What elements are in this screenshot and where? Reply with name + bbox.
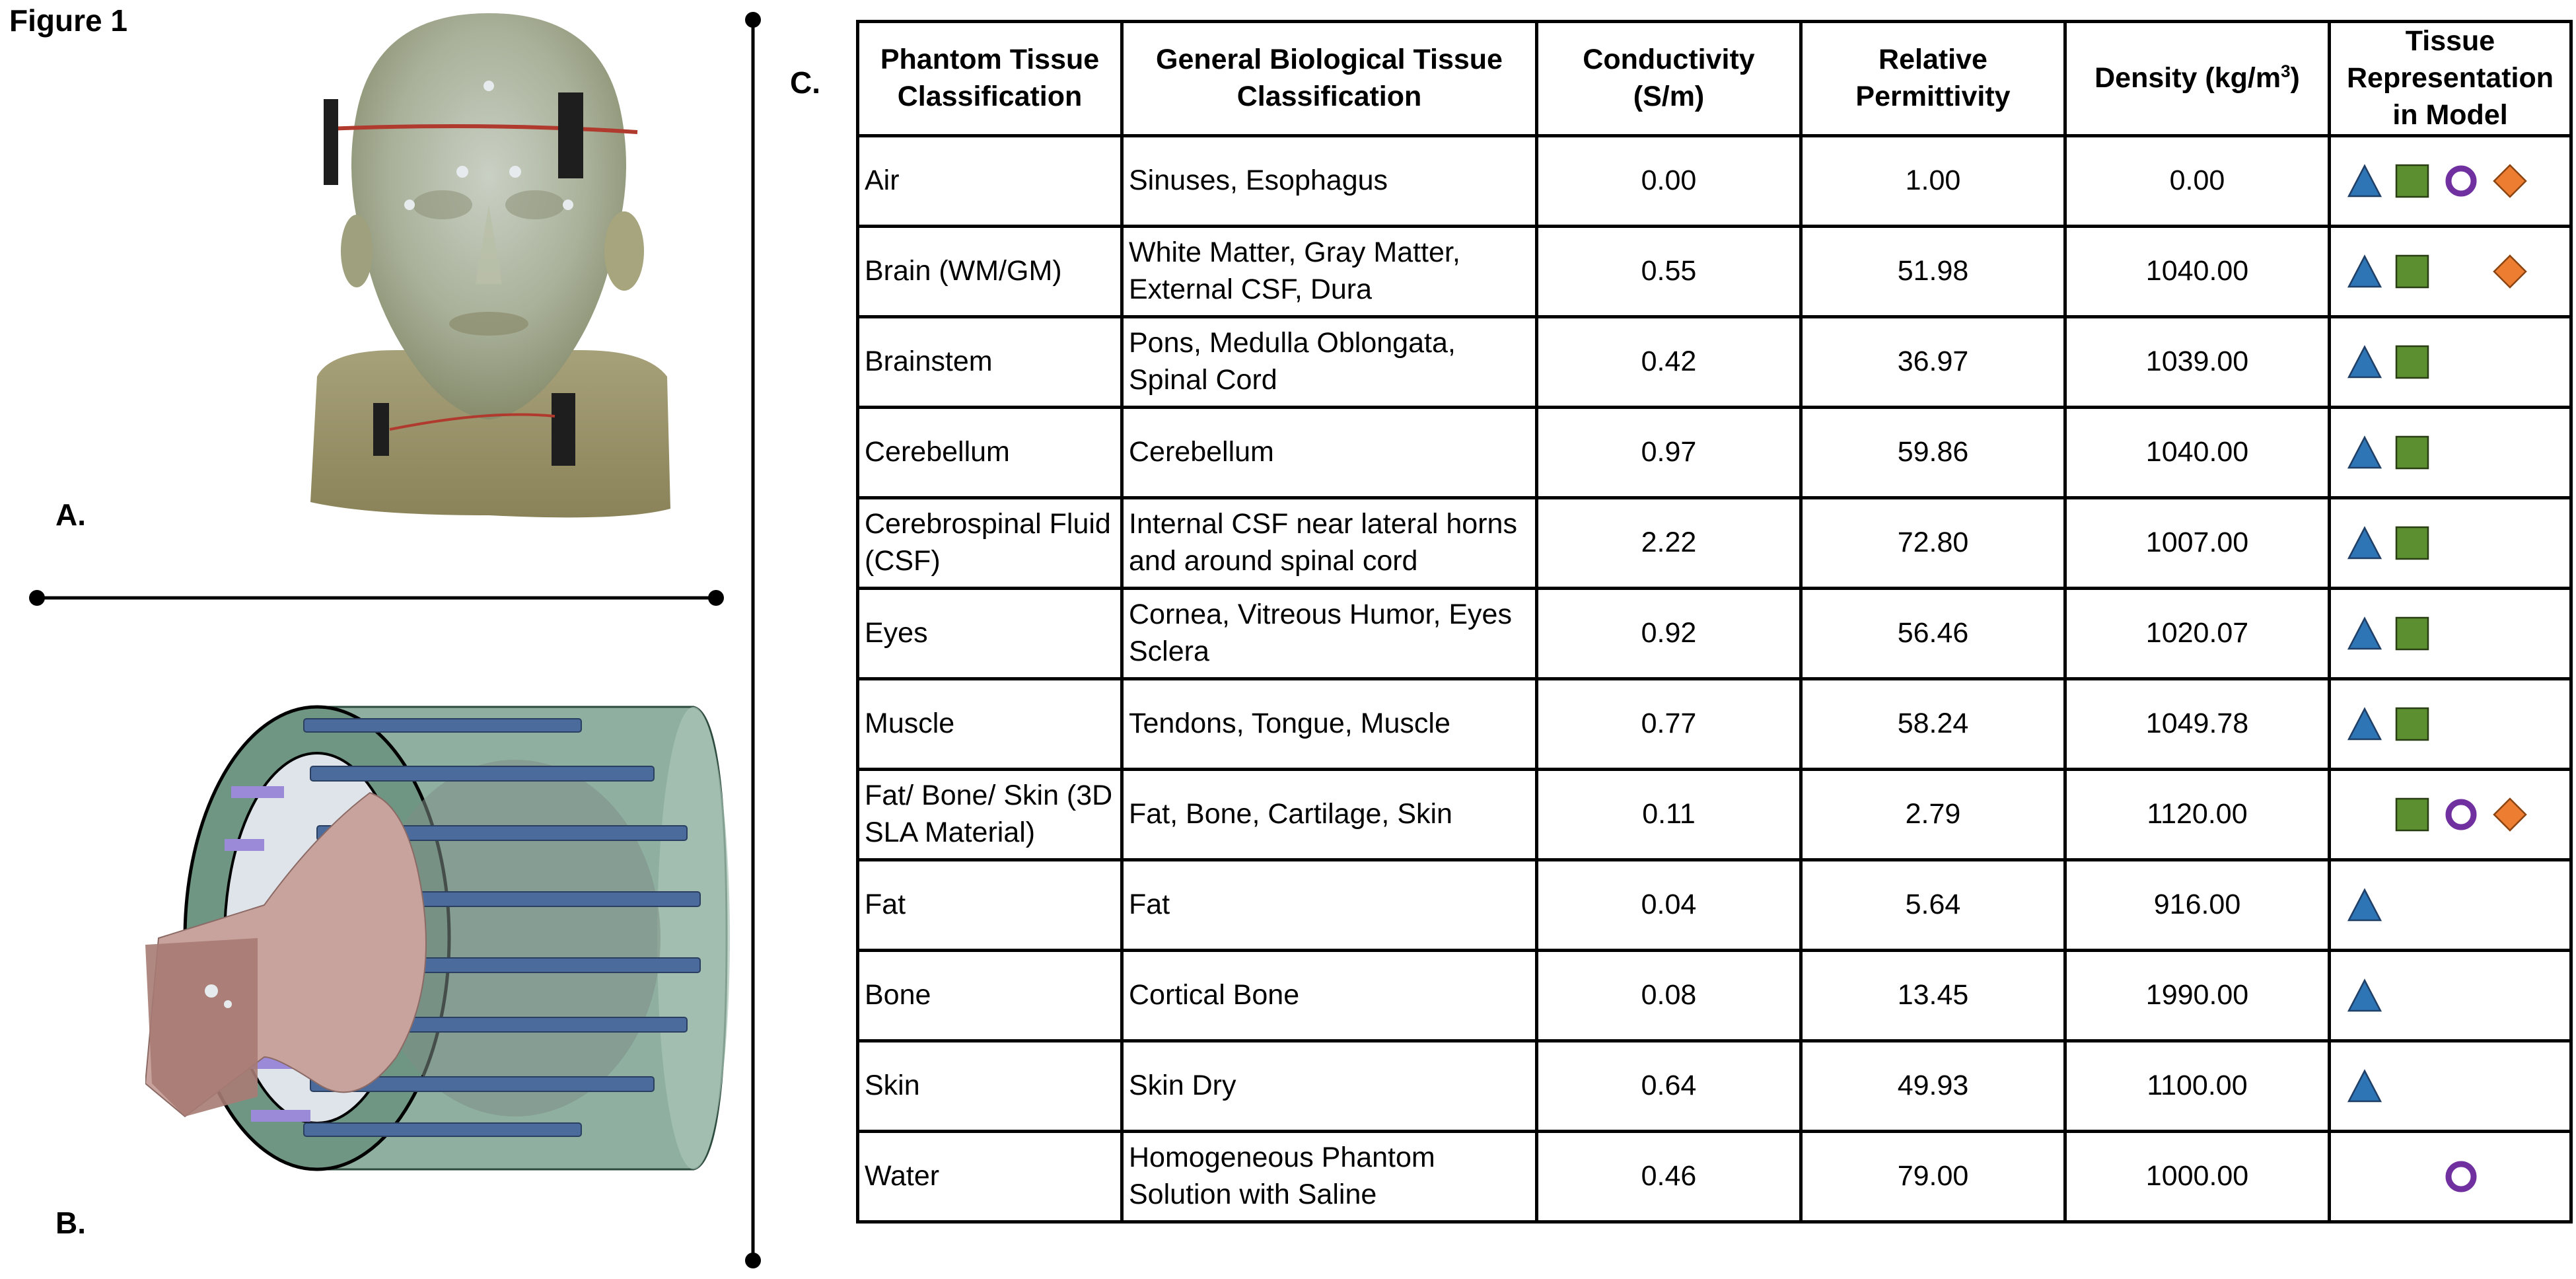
square-symbol-icon: [2394, 344, 2430, 380]
head-phantom-photo: [291, 7, 687, 522]
cell-phantom: Bone: [858, 950, 1122, 1041]
cell-conductivity: 0.11: [1537, 769, 1801, 859]
cell-permittivity: 13.45: [1801, 950, 2065, 1041]
cell-general: Cerebellum: [1122, 407, 1537, 497]
cell-conductivity: 0.77: [1537, 678, 1801, 769]
cell-conductivity: 0.42: [1537, 316, 1801, 407]
table-row: [858, 678, 2571, 769]
cell-phantom: Cerebrospinal Fluid (CSF): [858, 497, 1122, 588]
table-row: [858, 407, 2571, 497]
cell-conductivity: 2.22: [1537, 497, 1801, 588]
cell-conductivity: 0.64: [1537, 1041, 1801, 1131]
cell-density: 916.00: [2065, 859, 2330, 950]
triangle-symbol-icon: [2347, 978, 2382, 1013]
cell-density: 1990.00: [2065, 950, 2330, 1041]
cell-density: 1020.07: [2065, 588, 2330, 678]
cell-conductivity: 0.00: [1537, 135, 1801, 226]
cell-general: Cortical Bone: [1122, 950, 1537, 1041]
cell-general: Sinuses, Esophagus: [1122, 135, 1537, 226]
header-phantom: Phantom Tissue Classification: [858, 22, 1122, 136]
cell-phantom: Eyes: [858, 588, 1122, 678]
figure-title: Figure 1: [9, 3, 127, 38]
cell-density: 1100.00: [2065, 1041, 2330, 1131]
cell-representation: [2330, 226, 2571, 316]
header-general: General Biological Tissue Classification: [1122, 22, 1537, 136]
square-symbol-icon: [2394, 616, 2430, 651]
triangle-symbol-icon: [2347, 706, 2382, 742]
cell-phantom: Muscle: [858, 678, 1122, 769]
header-density-exp: 3: [2281, 61, 2291, 81]
cell-representation: [2330, 1131, 2571, 1222]
cell-representation: [2330, 1041, 2571, 1131]
cell-conductivity: 0.97: [1537, 407, 1801, 497]
cell-density: 1039.00: [2065, 316, 2330, 407]
cell-density: 1049.78: [2065, 678, 2330, 769]
cell-phantom: Fat/ Bone/ Skin (3D SLA Material): [858, 769, 1122, 859]
table-row: [858, 588, 2571, 678]
table-row: [858, 859, 2571, 950]
table-row: [858, 769, 2571, 859]
cell-permittivity: 56.46: [1801, 588, 2065, 678]
cell-representation: [2330, 588, 2571, 678]
cell-permittivity: 51.98: [1801, 226, 2065, 316]
cell-density: 1040.00: [2065, 407, 2330, 497]
triangle-symbol-icon: [2347, 163, 2382, 199]
diamond-symbol-icon: [2492, 163, 2528, 199]
cell-representation: [2330, 407, 2571, 497]
cell-representation: [2330, 135, 2571, 226]
triangle-symbol-icon: [2347, 525, 2382, 561]
cell-density: 1040.00: [2065, 226, 2330, 316]
diamond-symbol-icon: [2492, 254, 2528, 289]
header-density-prefix: Density (kg/m: [2094, 61, 2281, 94]
triangle-symbol-icon: [2347, 887, 2382, 923]
cell-general: Fat: [1122, 859, 1537, 950]
triangle-symbol-icon: [2347, 344, 2382, 380]
header-density-suffix: ): [2290, 61, 2300, 94]
cell-general: Cornea, Vitreous Humor, Eyes Sclera: [1122, 588, 1537, 678]
cell-permittivity: 49.93: [1801, 1041, 2065, 1131]
square-symbol-icon: [2394, 525, 2430, 561]
tissue-properties-table: [856, 20, 2573, 1224]
cell-conductivity: 0.92: [1537, 588, 1801, 678]
square-symbol-icon: [2394, 706, 2430, 742]
cell-density: 1007.00: [2065, 497, 2330, 588]
table-body: [858, 135, 2571, 1222]
cell-general: Internal CSF near lateral horns and around spinal cord: [1122, 497, 1537, 588]
cell-density: 0.00: [2065, 135, 2330, 226]
panel-label-a: A.: [55, 497, 86, 532]
cell-phantom: Fat: [858, 859, 1122, 950]
diamond-symbol-icon: [2492, 797, 2528, 832]
vertical-divider: [740, 9, 766, 1271]
header-permittivity: Relative Permittivity: [1801, 22, 2065, 136]
table-row: [858, 1131, 2571, 1222]
cell-representation: [2330, 950, 2571, 1041]
cell-general: Tendons, Tongue, Muscle: [1122, 678, 1537, 769]
cell-phantom: Cerebellum: [858, 407, 1122, 497]
square-symbol-icon: [2394, 797, 2430, 832]
table-row: [858, 950, 2571, 1041]
square-symbol-icon: [2394, 254, 2430, 289]
circle-symbol-icon: [2443, 1159, 2479, 1194]
cell-permittivity: 1.00: [1801, 135, 2065, 226]
cell-representation: [2330, 769, 2571, 859]
cell-representation: [2330, 859, 2571, 950]
cell-permittivity: 72.80: [1801, 497, 2065, 588]
cell-phantom: Brainstem: [858, 316, 1122, 407]
cell-general: White Matter, Gray Matter, External CSF, Dura: [1122, 226, 1537, 316]
coil-model-render: [145, 661, 740, 1229]
cell-conductivity: 0.08: [1537, 950, 1801, 1041]
square-symbol-icon: [2394, 435, 2430, 470]
header-conductivity: Conductivity (S/m): [1537, 22, 1801, 136]
cell-permittivity: 2.79: [1801, 769, 2065, 859]
triangle-symbol-icon: [2347, 616, 2382, 651]
table-row: [858, 1041, 2571, 1131]
cell-general: Skin Dry: [1122, 1041, 1537, 1131]
header-representation: Tissue Representation in Model: [2330, 22, 2571, 136]
square-symbol-icon: [2394, 163, 2430, 199]
table-row: [858, 135, 2571, 226]
cell-representation: [2330, 316, 2571, 407]
cell-permittivity: 79.00: [1801, 1131, 2065, 1222]
horizontal-divider: [26, 585, 727, 611]
cell-density: 1000.00: [2065, 1131, 2330, 1222]
cell-conductivity: 0.04: [1537, 859, 1801, 950]
cell-conductivity: 0.46: [1537, 1131, 1801, 1222]
cell-density: 1120.00: [2065, 769, 2330, 859]
cell-permittivity: 59.86: [1801, 407, 2065, 497]
table-row: [858, 226, 2571, 316]
cell-general: Homogeneous Phantom Solution with Saline: [1122, 1131, 1537, 1222]
triangle-symbol-icon: [2347, 254, 2382, 289]
table-row: [858, 497, 2571, 588]
table-header-row: [858, 22, 2571, 136]
cell-conductivity: 0.55: [1537, 226, 1801, 316]
cell-general: Pons, Medulla Oblongata, Spinal Cord: [1122, 316, 1537, 407]
cell-permittivity: 58.24: [1801, 678, 2065, 769]
triangle-symbol-icon: [2347, 435, 2382, 470]
cell-representation: [2330, 678, 2571, 769]
cell-representation: [2330, 497, 2571, 588]
cell-phantom: Water: [858, 1131, 1122, 1222]
circle-symbol-icon: [2443, 797, 2479, 832]
cell-phantom: Air: [858, 135, 1122, 226]
cell-permittivity: 36.97: [1801, 316, 2065, 407]
cell-general: Fat, Bone, Cartilage, Skin: [1122, 769, 1537, 859]
cell-phantom: Brain (WM/GM): [858, 226, 1122, 316]
header-density: [2065, 22, 2330, 136]
triangle-symbol-icon: [2347, 1068, 2382, 1104]
circle-symbol-icon: [2443, 163, 2479, 199]
cell-phantom: Skin: [858, 1041, 1122, 1131]
panel-label-b: B.: [55, 1206, 86, 1240]
table-row: [858, 316, 2571, 407]
panel-label-c: C.: [790, 65, 820, 100]
cell-permittivity: 5.64: [1801, 859, 2065, 950]
